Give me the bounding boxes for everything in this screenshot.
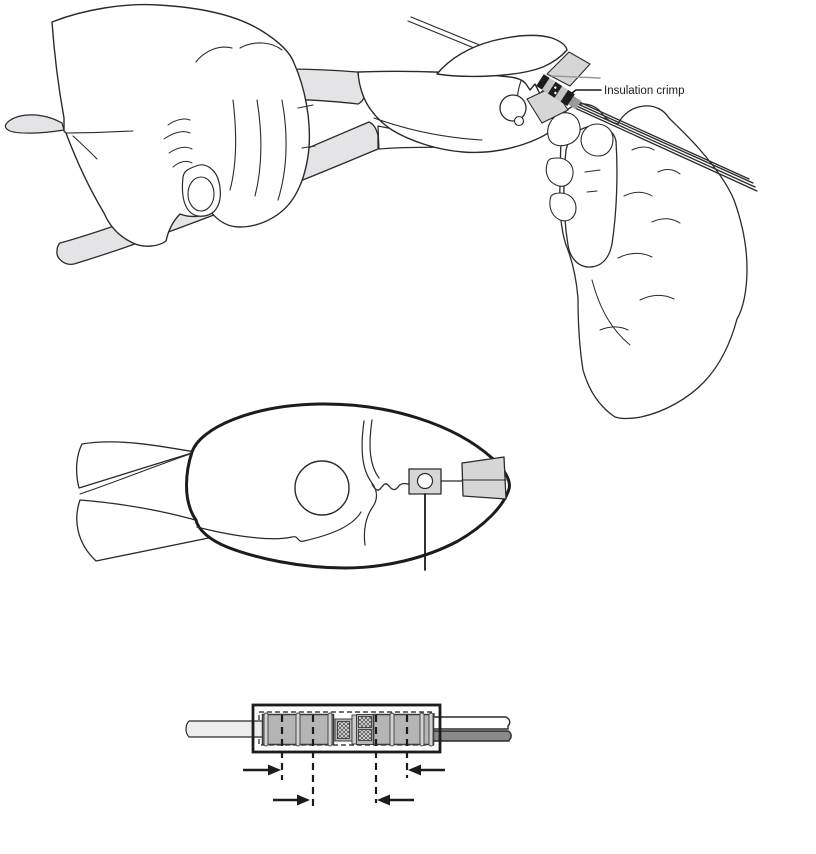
closeup-upper-stub (77, 442, 195, 488)
barrel-ridge (390, 713, 394, 746)
barrel-ridge (296, 713, 300, 746)
strand-splice-center (335, 715, 374, 745)
arrow-top-right (408, 765, 445, 776)
strand-hatch (338, 722, 350, 739)
crimp-position-arrows (243, 765, 445, 806)
thumbnail-right (581, 124, 613, 156)
handle-tip-wedge (5, 115, 64, 133)
right-crimp-barrel (374, 713, 434, 746)
tool-upper-jaw (437, 35, 567, 76)
strand-hatch (359, 717, 372, 728)
closeup-pivot-bolt (295, 461, 349, 515)
left-crimp-barrel (263, 713, 334, 746)
thumbnail (188, 177, 214, 211)
locator-hole (418, 474, 433, 489)
left-hand-outline (52, 5, 309, 247)
arrow-bottom-left (273, 795, 310, 806)
right-hand (546, 104, 747, 419)
insulation-crimp-label: Insulation crimp (604, 85, 685, 97)
barrel-ridge (328, 713, 332, 746)
panel-splice-cross-section (186, 705, 511, 806)
barrel-ridge (264, 713, 268, 746)
center-divider (352, 715, 357, 744)
right-barrel-body (374, 715, 434, 745)
pivot-pin (515, 117, 524, 126)
arrow-top-left (243, 765, 281, 776)
left-hand (52, 5, 315, 247)
barrel-ridge (420, 713, 424, 746)
barrel-ridge (429, 713, 433, 746)
arrow-bottom-right (377, 795, 414, 806)
connector-block (462, 457, 506, 499)
locator-rod (408, 17, 482, 50)
panel-crimping-demo (5, 5, 757, 419)
strand-hatch (359, 730, 372, 741)
panel-tool-head-closeup (77, 404, 510, 570)
